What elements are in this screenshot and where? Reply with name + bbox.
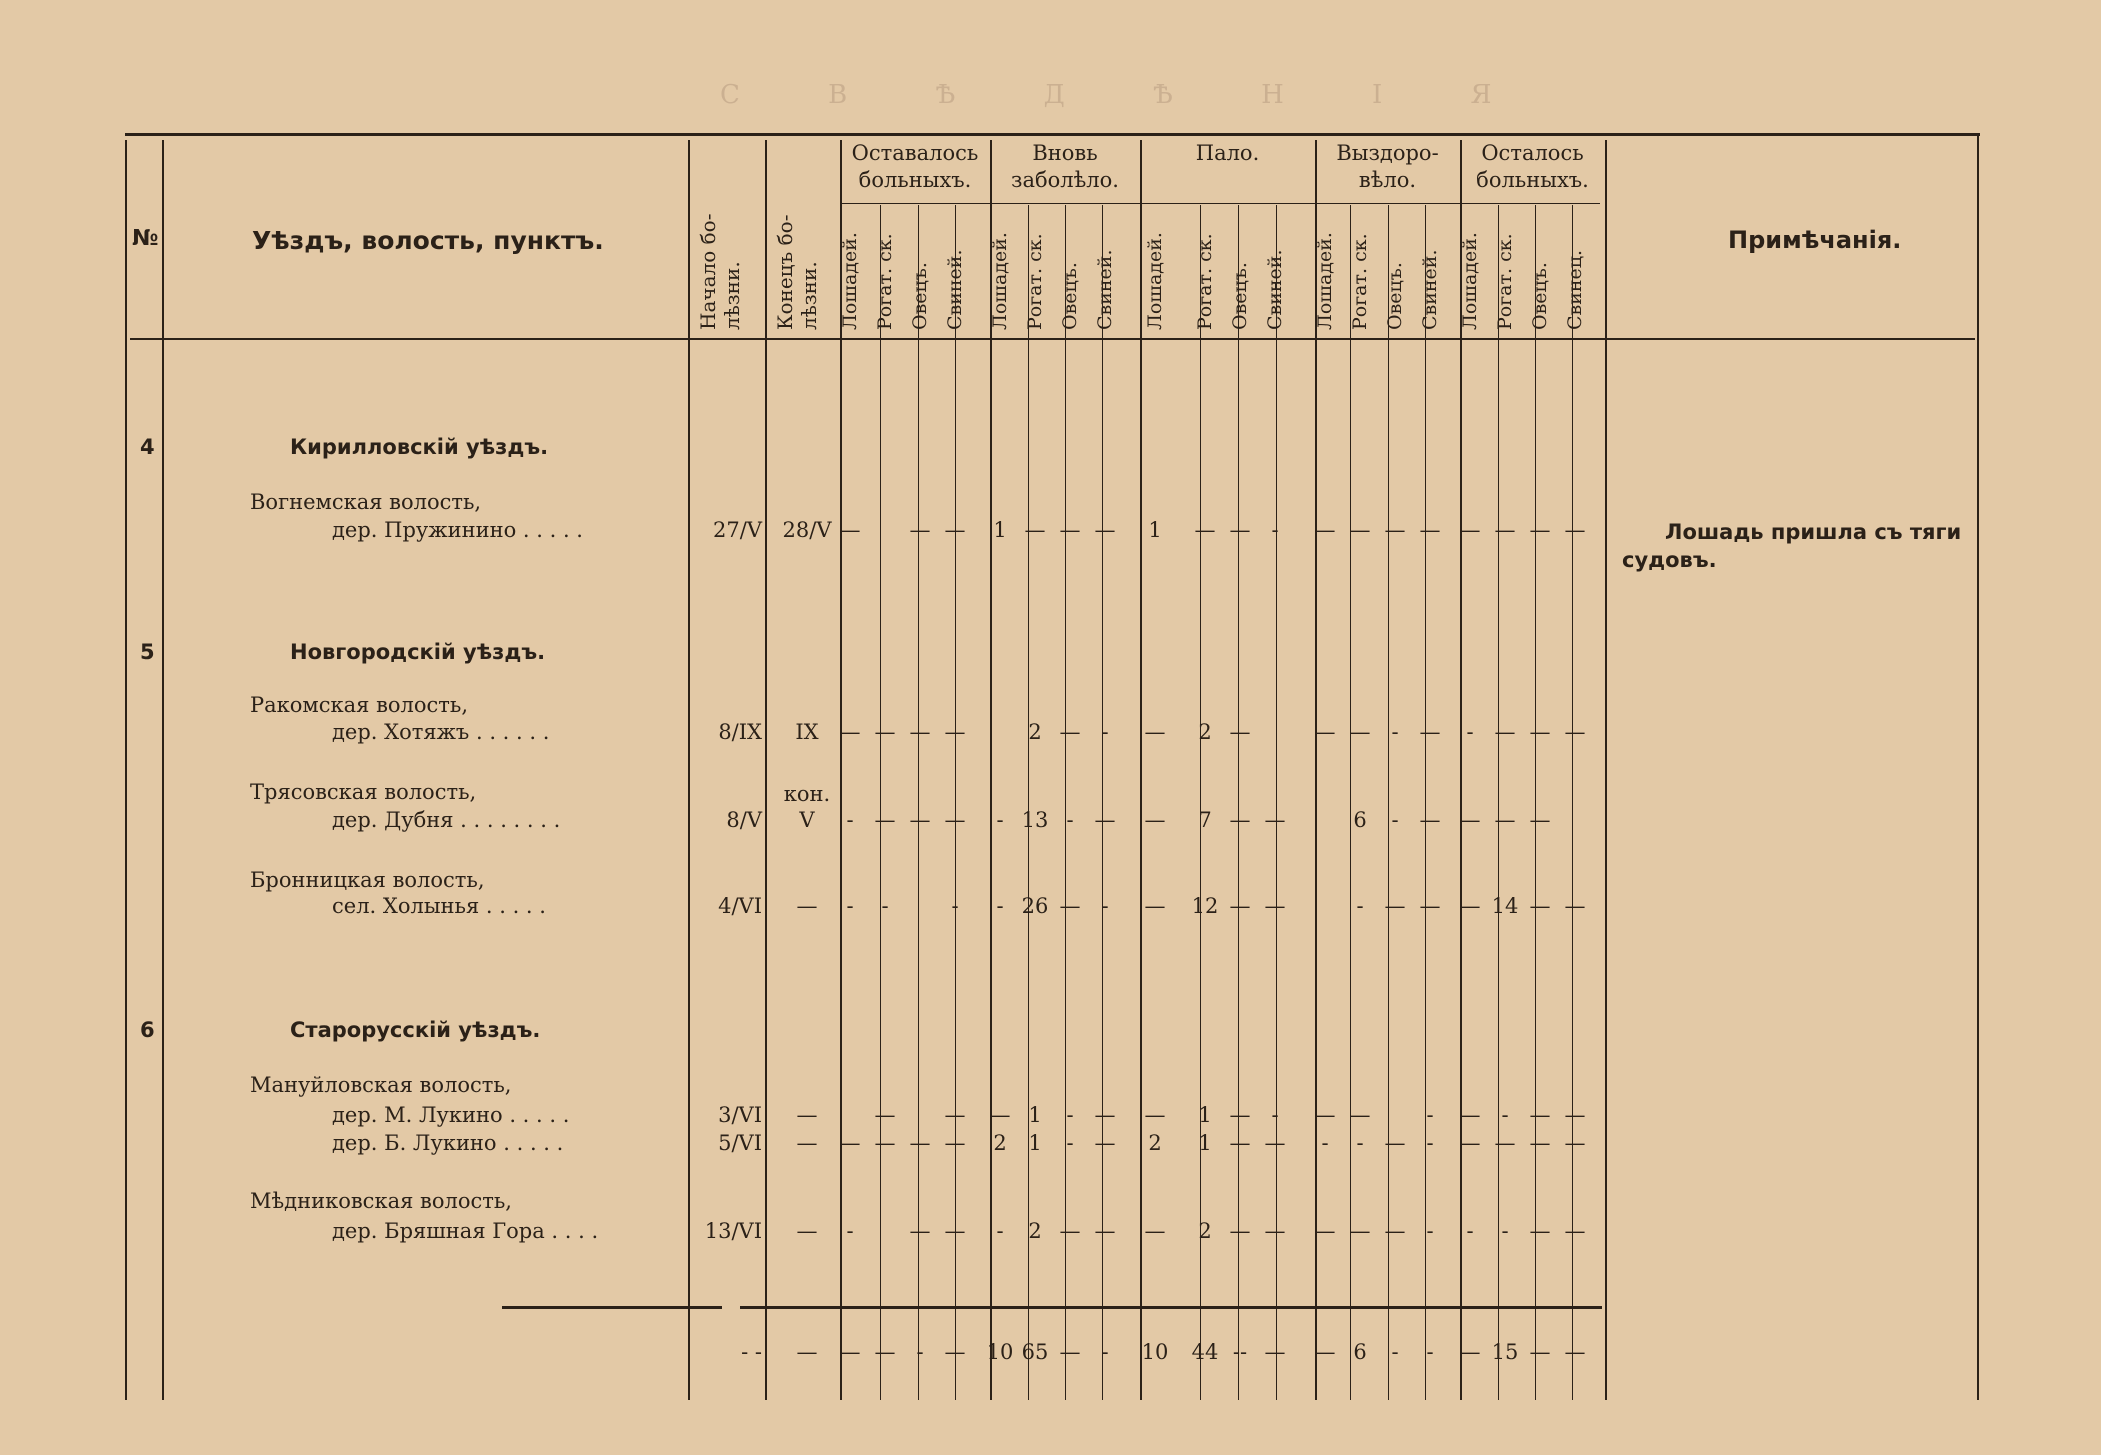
data-cell: — bbox=[909, 808, 931, 832]
start-date: 8/IX bbox=[718, 720, 762, 744]
data-cell: 26 bbox=[1021, 894, 1049, 918]
data-cell: — bbox=[1459, 808, 1481, 832]
data-cell: — bbox=[874, 808, 896, 832]
data-cell: - bbox=[1101, 894, 1109, 918]
total-cell: 15 bbox=[1491, 1340, 1519, 1364]
data-cell: - bbox=[1426, 1103, 1434, 1127]
data-cell: - bbox=[1066, 1103, 1074, 1127]
data-cell: — bbox=[1024, 518, 1046, 542]
data-cell: — bbox=[1314, 1103, 1336, 1127]
data-cell: — bbox=[1144, 1219, 1166, 1243]
header-group-line: Оставалось bbox=[851, 141, 979, 165]
data-cell: — bbox=[1529, 894, 1551, 918]
data-cell: — bbox=[1144, 1103, 1166, 1127]
data-cell: — bbox=[1094, 808, 1116, 832]
data-cell: — bbox=[1494, 720, 1516, 744]
place-name: дер. Бряшная Гора . . . . bbox=[332, 1219, 599, 1243]
data-cell: - bbox=[1391, 808, 1399, 832]
data-cell: — bbox=[1459, 1103, 1481, 1127]
data-cell: 14 bbox=[1491, 894, 1519, 918]
data-cell: 1 bbox=[993, 518, 1007, 542]
header-sub-1-1: Рогат. ск. bbox=[1024, 233, 1046, 330]
end-date: IX bbox=[795, 720, 819, 744]
data-cell: 2 bbox=[1148, 1131, 1162, 1155]
start-date: 27/V bbox=[713, 518, 762, 542]
data-cell: — bbox=[839, 720, 861, 744]
data-cell: — bbox=[1384, 894, 1406, 918]
data-cell: — bbox=[989, 1103, 1011, 1127]
header-group-2 bbox=[990, 140, 1140, 194]
data-cell: - bbox=[1066, 808, 1074, 832]
header-sub-3-0: Лошадей. bbox=[1314, 232, 1336, 330]
total-cell: - bbox=[916, 1340, 924, 1364]
header-group-line: заболѣло. bbox=[1011, 168, 1119, 192]
place-name: дер. М. Лукино . . . . . bbox=[332, 1103, 570, 1127]
total-cell: 10 bbox=[986, 1340, 1014, 1364]
data-cell: — bbox=[1144, 894, 1166, 918]
header-group-line: Пало. bbox=[1195, 141, 1260, 165]
data-cell: — bbox=[1384, 518, 1406, 542]
header-sub-0-0: Лошадей. bbox=[839, 232, 861, 330]
data-cell: - bbox=[1501, 1103, 1509, 1127]
data-cell: — bbox=[1264, 808, 1286, 832]
volost-name: Мануйловская волость, bbox=[250, 1073, 512, 1097]
header-bottom-rule bbox=[130, 338, 1975, 340]
data-cell: — bbox=[1094, 1131, 1116, 1155]
data-cell: — bbox=[909, 720, 931, 744]
data-cell: — bbox=[1059, 894, 1081, 918]
end-date: — bbox=[796, 1219, 818, 1243]
data-cell: — bbox=[1349, 720, 1371, 744]
data-cell: — bbox=[1529, 720, 1551, 744]
data-cell: — bbox=[944, 808, 966, 832]
data-cell: — bbox=[909, 518, 931, 542]
data-cell: 7 bbox=[1198, 808, 1212, 832]
header-group-line: больныхъ. bbox=[1476, 168, 1589, 192]
data-cell: - bbox=[996, 894, 1004, 918]
data-cell: - bbox=[846, 1219, 854, 1243]
col-rule bbox=[765, 140, 767, 1400]
data-cell: — bbox=[1419, 720, 1441, 744]
note-line: Лошадь пришла съ тяги bbox=[1665, 520, 1962, 544]
col-rule bbox=[1140, 140, 1142, 1400]
data-cell: - bbox=[1466, 720, 1474, 744]
data-cell: — bbox=[1529, 518, 1551, 542]
header-sub-4-3: Свинец. bbox=[1564, 249, 1586, 330]
data-cell: — bbox=[1059, 1219, 1081, 1243]
data-cell: — bbox=[1229, 720, 1251, 744]
data-cell: — bbox=[1459, 1131, 1481, 1155]
total-cell: - bbox=[1101, 1340, 1109, 1364]
data-cell: — bbox=[1564, 1103, 1586, 1127]
total-cell: - bbox=[1426, 1340, 1434, 1364]
total-cell: — bbox=[1529, 1340, 1551, 1364]
county-name: Новгородскій уѣздъ. bbox=[290, 640, 546, 664]
header-end-date: Конецъ бо- лѣзни. bbox=[773, 214, 821, 330]
data-cell: 2 bbox=[1198, 1219, 1212, 1243]
data-cell: 13 bbox=[1021, 808, 1049, 832]
total-rule-right bbox=[740, 1306, 1602, 1309]
end-date: — bbox=[796, 1103, 818, 1127]
total-cell: — bbox=[1314, 1340, 1336, 1364]
total-cell: -- bbox=[1232, 1340, 1248, 1364]
data-cell: — bbox=[1229, 808, 1251, 832]
data-cell: — bbox=[1264, 1131, 1286, 1155]
place-name: дер. Пружинино . . . . . bbox=[332, 518, 583, 542]
col-rule bbox=[1605, 140, 1607, 1400]
header-group-4 bbox=[1315, 140, 1460, 194]
data-cell: — bbox=[1349, 1219, 1371, 1243]
total-cell: — bbox=[1564, 1340, 1586, 1364]
header-sub-3-1: Рогат. ск. bbox=[1349, 233, 1371, 330]
place-name: дер. Б. Лукино . . . . . bbox=[332, 1131, 564, 1155]
total-cell: 44 bbox=[1191, 1340, 1219, 1364]
data-cell: — bbox=[909, 1219, 931, 1243]
place-name: дер. Дубня . . . . . . . . bbox=[332, 808, 561, 832]
data-cell: — bbox=[1144, 720, 1166, 744]
data-cell: — bbox=[1229, 1103, 1251, 1127]
header-number: № bbox=[132, 226, 159, 251]
data-cell: — bbox=[909, 1131, 931, 1155]
volost-name: Бронницкая волость, bbox=[250, 868, 485, 892]
header-group-line: Осталось bbox=[1481, 141, 1584, 165]
header-sub-2-1: Рогат. ск. bbox=[1194, 233, 1216, 330]
header-group-line: больныхъ. bbox=[858, 168, 972, 192]
data-cell: — bbox=[1144, 808, 1166, 832]
total-cell: - bbox=[1391, 1340, 1399, 1364]
data-cell: — bbox=[1459, 518, 1481, 542]
volost-name: Мѣдниковская волость, bbox=[250, 1189, 512, 1213]
data-cell: — bbox=[1564, 720, 1586, 744]
data-cell: — bbox=[839, 518, 861, 542]
data-cell: - bbox=[846, 808, 854, 832]
data-cell: — bbox=[1229, 1219, 1251, 1243]
data-cell: - bbox=[1271, 518, 1279, 542]
table-top-rule bbox=[125, 133, 1980, 136]
data-cell: — bbox=[1384, 1219, 1406, 1243]
total-cell: 10 bbox=[1141, 1340, 1169, 1364]
data-cell: — bbox=[944, 1219, 966, 1243]
header-sub-3-2: Овецъ. bbox=[1384, 262, 1406, 330]
volost-name: Вогнемская волость, bbox=[250, 490, 482, 514]
data-cell: — bbox=[1564, 1131, 1586, 1155]
header-group-5 bbox=[1460, 140, 1605, 194]
total-cell: 65 bbox=[1021, 1340, 1049, 1364]
data-cell: - bbox=[881, 894, 889, 918]
volost-name: Трясовская волость, bbox=[250, 780, 477, 804]
data-cell: - bbox=[1356, 894, 1364, 918]
data-cell: — bbox=[944, 720, 966, 744]
data-cell: — bbox=[1419, 894, 1441, 918]
end-date: — bbox=[796, 894, 818, 918]
header-sub-2-3: Свиней. bbox=[1264, 249, 1286, 330]
data-cell: — bbox=[1314, 1219, 1336, 1243]
data-cell: - bbox=[996, 808, 1004, 832]
data-cell: — bbox=[1494, 518, 1516, 542]
data-cell: — bbox=[1314, 518, 1336, 542]
data-cell: - bbox=[1321, 1131, 1329, 1155]
col-rule bbox=[1977, 134, 1979, 1400]
data-cell: — bbox=[1419, 518, 1441, 542]
data-cell: — bbox=[1459, 894, 1481, 918]
header-group-1 bbox=[840, 140, 990, 194]
data-cell: — bbox=[1529, 1131, 1551, 1155]
data-cell: — bbox=[1564, 1219, 1586, 1243]
place-name: сел. Холынья . . . . . bbox=[332, 894, 546, 918]
header-sub-0-1: Рогат. ск. bbox=[874, 233, 896, 330]
data-cell: - bbox=[1466, 1219, 1474, 1243]
data-cell: — bbox=[1229, 1131, 1251, 1155]
data-cell: - bbox=[1066, 1131, 1074, 1155]
header-sub-1-0: Лошадей. bbox=[989, 232, 1011, 330]
data-cell: - bbox=[1356, 1131, 1364, 1155]
data-cell: — bbox=[1059, 720, 1081, 744]
data-cell: — bbox=[874, 1103, 896, 1127]
header-sub-1-2: Овецъ. bbox=[1059, 262, 1081, 330]
data-cell: - bbox=[1271, 1103, 1279, 1127]
data-cell: — bbox=[1529, 1103, 1551, 1127]
data-cell: — bbox=[874, 720, 896, 744]
group-rule bbox=[840, 203, 1600, 204]
place-name: дер. Хотяжъ . . . . . . bbox=[332, 720, 550, 744]
data-cell: 1 bbox=[1148, 518, 1162, 542]
data-cell: 1 bbox=[1028, 1103, 1042, 1127]
data-cell: — bbox=[1264, 1219, 1286, 1243]
data-cell: — bbox=[1529, 808, 1551, 832]
header-sub-3-3: Свиней. bbox=[1419, 249, 1441, 330]
header-group-3 bbox=[1140, 140, 1315, 167]
data-cell: 2 bbox=[993, 1131, 1007, 1155]
data-cell: — bbox=[1094, 1219, 1116, 1243]
data-cell: — bbox=[874, 1131, 896, 1155]
data-cell: — bbox=[944, 1131, 966, 1155]
data-cell: 12 bbox=[1191, 894, 1219, 918]
data-cell: — bbox=[1384, 1131, 1406, 1155]
start-date: 8/V bbox=[726, 808, 762, 832]
sub-col-rule bbox=[880, 205, 881, 1400]
total-cell: — bbox=[874, 1340, 896, 1364]
note-line: судовъ. bbox=[1622, 548, 1717, 572]
data-cell: — bbox=[1529, 1219, 1551, 1243]
data-cell: — bbox=[1494, 808, 1516, 832]
total-cell: — bbox=[1059, 1340, 1081, 1364]
data-cell: - bbox=[1391, 720, 1399, 744]
data-cell: — bbox=[1094, 1103, 1116, 1127]
data-cell: 1 bbox=[1198, 1103, 1212, 1127]
data-cell: — bbox=[1419, 808, 1441, 832]
end-date: V bbox=[799, 808, 815, 832]
header-group-line: Выздоро- bbox=[1336, 141, 1439, 165]
data-cell: - bbox=[846, 894, 854, 918]
end-date: — bbox=[796, 1131, 818, 1155]
header-sub-4-0: Лошадей. bbox=[1459, 232, 1481, 330]
data-cell: 2 bbox=[1028, 720, 1042, 744]
data-cell: — bbox=[839, 1131, 861, 1155]
data-cell: 2 bbox=[1198, 720, 1212, 744]
header-district: Уѣздъ, волость, пунктъ. bbox=[252, 226, 604, 255]
total-cell: — bbox=[1264, 1340, 1286, 1364]
header-start-date: Начало бо- лѣзни. bbox=[696, 213, 744, 330]
data-cell: — bbox=[1094, 518, 1116, 542]
data-cell: — bbox=[1264, 894, 1286, 918]
county-name: Кирилловскій уѣздъ. bbox=[290, 435, 549, 459]
end-date: 28/V bbox=[782, 518, 832, 542]
county-number: 6 bbox=[140, 1018, 155, 1042]
header-sub-0-2: Овецъ. bbox=[909, 262, 931, 330]
header-sub-4-1: Рогат. ск. bbox=[1494, 233, 1516, 330]
data-cell: — bbox=[1194, 518, 1216, 542]
header-sub-2-2: Овецъ. bbox=[1229, 262, 1251, 330]
data-cell: — bbox=[1314, 720, 1336, 744]
total-cell: 6 bbox=[1353, 1340, 1367, 1364]
data-cell: — bbox=[1349, 1103, 1371, 1127]
county-name: Старорусскій уѣздъ. bbox=[290, 1018, 541, 1042]
data-cell: - bbox=[1101, 720, 1109, 744]
county-number: 5 bbox=[140, 640, 155, 664]
end-date-top: кон. bbox=[783, 782, 831, 806]
data-cell: — bbox=[944, 1103, 966, 1127]
header-sub-1-3: Свиней. bbox=[1094, 249, 1116, 330]
data-cell: — bbox=[1494, 1131, 1516, 1155]
data-cell: - bbox=[1426, 1131, 1434, 1155]
header-sub-0-3: Свиней. bbox=[944, 249, 966, 330]
data-cell: 6 bbox=[1353, 808, 1367, 832]
header-notes: Примѣчанія. bbox=[1728, 226, 1902, 254]
data-cell: - bbox=[996, 1219, 1004, 1243]
bleed-through-text: С В Ѣ Д Ѣ Н І Я bbox=[720, 80, 1532, 110]
total-start: - - bbox=[741, 1340, 762, 1364]
total-cell: — bbox=[839, 1340, 861, 1364]
start-date: 13/VI bbox=[704, 1219, 762, 1243]
total-cell: — bbox=[1459, 1340, 1481, 1364]
data-cell: - bbox=[951, 894, 959, 918]
data-cell: — bbox=[1229, 518, 1251, 542]
data-cell: 1 bbox=[1198, 1131, 1212, 1155]
header-group-line: Вновь bbox=[1032, 141, 1098, 165]
data-cell: 2 bbox=[1028, 1219, 1042, 1243]
col-rule bbox=[162, 140, 164, 1400]
total-cell: — bbox=[944, 1340, 966, 1364]
county-number: 4 bbox=[140, 435, 155, 459]
data-cell: — bbox=[1349, 518, 1371, 542]
data-cell: - bbox=[1501, 1219, 1509, 1243]
start-date: 4/VI bbox=[718, 894, 762, 918]
total-end: — bbox=[796, 1340, 818, 1364]
col-rule bbox=[125, 140, 127, 1400]
data-cell: - bbox=[1426, 1219, 1434, 1243]
header-group-line: вѣло. bbox=[1358, 168, 1417, 192]
data-cell: — bbox=[1059, 518, 1081, 542]
data-cell: 1 bbox=[1028, 1131, 1042, 1155]
header-sub-4-2: Овецъ. bbox=[1529, 262, 1551, 330]
data-cell: — bbox=[1229, 894, 1251, 918]
start-date: 3/VI bbox=[718, 1103, 762, 1127]
data-cell: — bbox=[944, 518, 966, 542]
start-date: 5/VI bbox=[718, 1131, 762, 1155]
data-cell: — bbox=[1564, 894, 1586, 918]
col-rule bbox=[688, 140, 690, 1400]
volost-name: Ракомская волость, bbox=[250, 693, 469, 717]
data-cell: — bbox=[1564, 518, 1586, 542]
header-sub-2-0: Лошадей. bbox=[1144, 232, 1166, 330]
